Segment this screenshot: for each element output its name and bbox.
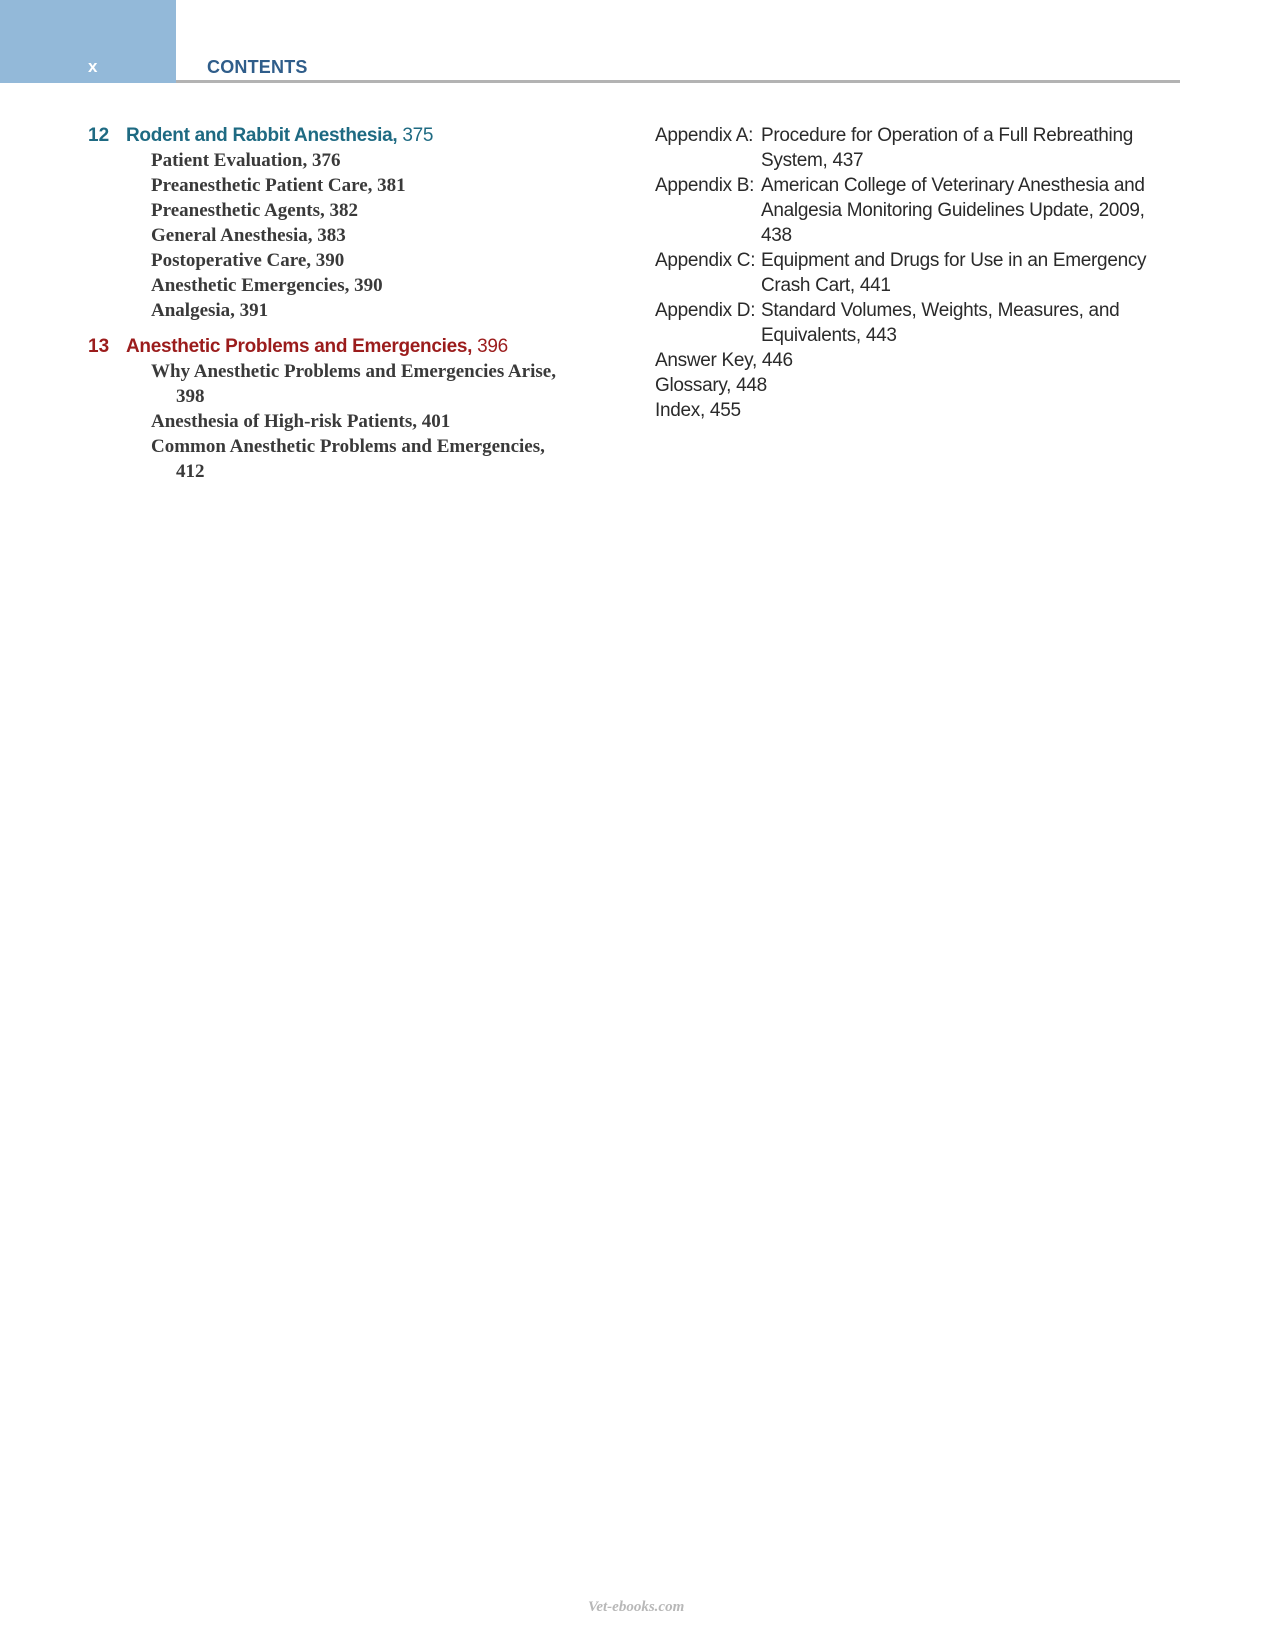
section-entry[interactable]: Common Anesthetic Problems and Emergencies, 412 [151, 436, 545, 482]
chapter-title: Anesthetic Problems and Emergencies, 396 [126, 336, 508, 357]
appendix-label: Appendix C: [655, 250, 756, 271]
section-list [88, 148, 608, 323]
answer-key-entry[interactable]: Answer Key, 446 [655, 350, 793, 371]
section-list [88, 359, 608, 484]
section-entry[interactable]: Preanesthetic Agents, 382 [151, 200, 359, 221]
header-rule [176, 80, 1180, 83]
chapter-number: 13 [88, 336, 110, 357]
appendix-title: Procedure for Operation of a Full Rebreathing System, 437 [761, 125, 1133, 171]
page-number: x [88, 57, 98, 76]
chapter-title: Rodent and Rabbit Anesthesia, 375 [126, 125, 434, 146]
appendix-a-entry[interactable] [655, 123, 1175, 173]
appendix-label: Appendix D: [655, 300, 756, 321]
chapter-12 [88, 123, 608, 323]
running-head: CONTENTS [207, 57, 308, 77]
section-entry[interactable]: Postoperative Care, 390 [151, 250, 345, 271]
glossary-entry[interactable]: Glossary, 448 [655, 375, 767, 396]
appendix-label: Appendix A: [655, 125, 754, 146]
watermark-logo: Vet-ebooks.com [588, 1599, 685, 1615]
appendix-c-entry[interactable] [655, 248, 1175, 298]
back-matter-list [655, 123, 1175, 423]
section-entry[interactable]: Patient Evaluation, 376 [151, 150, 341, 171]
appendix-title: Equipment and Drugs for Use in an Emergency Crash Cart, 441 [761, 250, 1147, 296]
chapter-number: 12 [88, 125, 110, 146]
chapter-page: 375 [402, 125, 434, 146]
appendix-title: Standard Volumes, Weights, Measures, and Equivalents, 443 [761, 300, 1120, 346]
index-entry[interactable]: Index, 455 [655, 400, 741, 421]
chapter-heading[interactable] [88, 334, 608, 359]
chapter-heading[interactable] [88, 123, 608, 148]
appendix-d-entry[interactable] [655, 298, 1175, 348]
appendix-title: American College of Veterinary Anesthesia and Analgesia Monitoring Guidelines Update, 2009, 438 [761, 175, 1145, 246]
chapter-page: 396 [477, 336, 508, 357]
chapter-13 [88, 334, 608, 484]
section-entry[interactable]: Analgesia, 391 [151, 300, 269, 321]
chapter-list [88, 123, 608, 495]
section-entry[interactable]: Why Anesthetic Problems and Emergencies Arise, 398 [151, 361, 556, 407]
appendix-b-entry[interactable] [655, 173, 1175, 248]
section-entry[interactable]: Anesthetic Emergencies, 390 [151, 275, 383, 296]
section-entry[interactable]: General Anesthesia, 383 [151, 225, 346, 246]
section-entry[interactable]: Anesthesia of High-risk Patients, 401 [151, 411, 451, 432]
section-entry[interactable]: Preanesthetic Patient Care, 381 [151, 175, 406, 196]
appendix-label: Appendix B: [655, 175, 755, 196]
